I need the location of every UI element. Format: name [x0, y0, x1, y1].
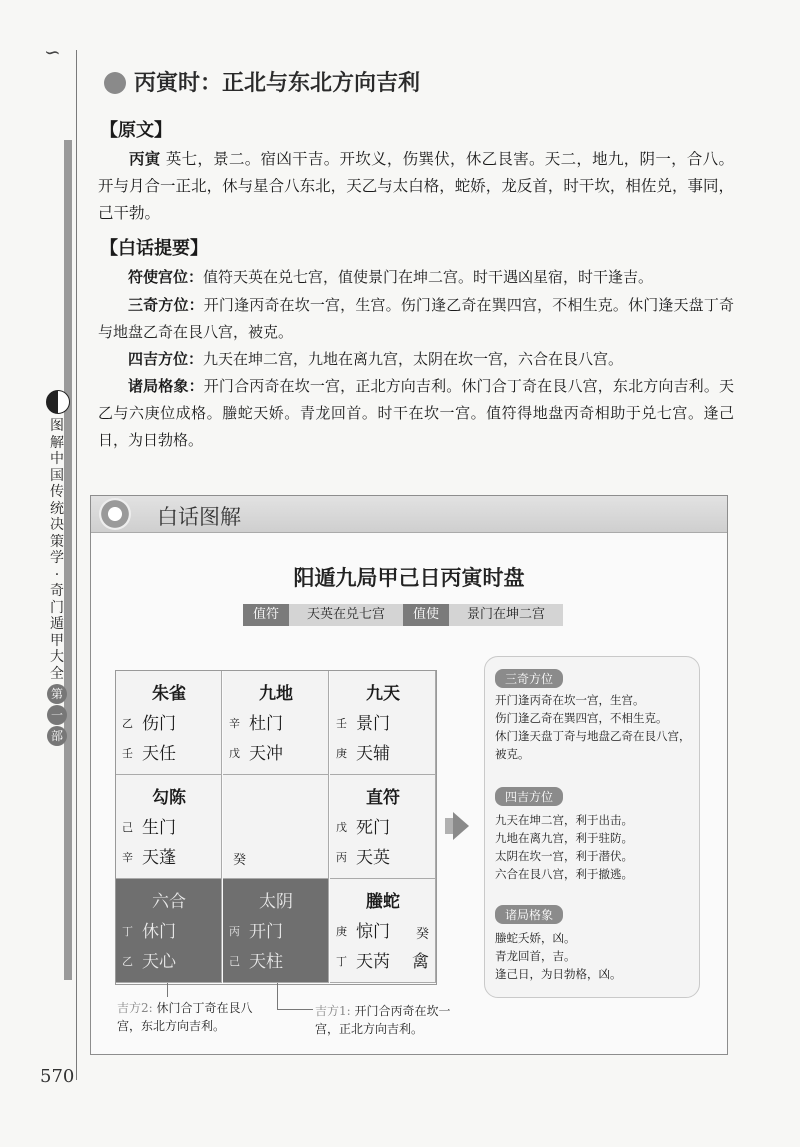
- palace-stem: 丁: [336, 955, 347, 968]
- palace-cell: [223, 879, 329, 983]
- spine-badge: 一: [47, 705, 67, 725]
- spine-char: 甲: [50, 632, 64, 649]
- palace-center-stem: 癸: [233, 853, 247, 868]
- spine-badge: 第: [47, 684, 67, 704]
- palace-stem: 丙: [336, 851, 347, 864]
- palace-door: 伤门: [142, 714, 176, 734]
- spine-char: 中: [50, 451, 64, 467]
- duty-key: 值使: [403, 604, 449, 626]
- spine-char: 全: [50, 665, 64, 682]
- palace-deity: 九天: [366, 684, 400, 704]
- original-heading: 【原文】: [100, 120, 172, 141]
- palace-row: [336, 917, 390, 942]
- callout-label: 吉方2:: [117, 1001, 153, 1015]
- palace-deity: 六合: [152, 892, 186, 912]
- palace-cell: [330, 879, 436, 983]
- panel-line: 九天在坤二宫，利于出击。: [495, 813, 633, 827]
- panel-line: 休门逢天盘丁奇与地盘乙奇在艮八宫，被克。: [495, 729, 691, 761]
- emblem-icon: [99, 498, 131, 530]
- callout-connector: [277, 1009, 313, 1010]
- palace-cell: [223, 671, 329, 775]
- callout-connector: [277, 983, 278, 1009]
- summary-item-label: 三奇方位：: [128, 296, 204, 314]
- palace-star: 天任: [142, 744, 176, 764]
- section-title: [104, 66, 420, 97]
- palace-deity: 朱雀: [152, 684, 186, 704]
- summary-panel: [484, 656, 700, 998]
- panel-text-geju: [495, 929, 693, 983]
- palace-row: [336, 709, 390, 734]
- yin-yang-icon: [46, 390, 70, 414]
- panel-line: 逢己日，为日勃格，凶。: [495, 967, 622, 981]
- summary-item: [98, 264, 734, 291]
- panel-line: 螣蛇夭娇，凶。: [495, 931, 576, 945]
- palace-star: 天柱: [249, 952, 283, 972]
- panel-text-sanqi: [495, 691, 693, 763]
- duty-key: 值符: [243, 604, 289, 626]
- palace-stem: 己: [122, 821, 133, 834]
- palace-stem: 辛: [229, 717, 240, 730]
- page-number: 570: [40, 1066, 75, 1087]
- palace-grid: [115, 670, 437, 985]
- palace-stem: 戊: [336, 821, 347, 834]
- panel-line: 九地在离九宫，利于驻防。: [495, 831, 633, 845]
- palace-row: [336, 739, 390, 764]
- summary-item-text: 开门合丙奇在坎一宫，正北方向吉利。休门合丁奇在艮八宫，东北方向吉利。天乙与六庚位成格。螣蛇天娇。青龙回首。时干在坎一宫。值符得地盘丙奇相助于兑七宫。逢己日，为日勃格。: [98, 377, 734, 449]
- callout-text: 休门合丁奇在艮八宫，东北方向吉利。: [117, 1001, 253, 1033]
- duty-value: 天英在兑七宫: [289, 604, 403, 626]
- palace-deity: 螣蛇: [366, 892, 400, 912]
- spine-char: 策: [50, 533, 64, 550]
- summary-heading: 【白话提要】: [100, 238, 208, 259]
- summary-item-text: 值符天英在兑七宫，值使景门在坤二宫。时干遇凶星宿，时干逢吉。: [203, 268, 654, 286]
- summary-item: [98, 292, 734, 346]
- palace-star: 天芮: [356, 952, 390, 972]
- callout-jifang-1: [315, 1002, 473, 1038]
- palace-row: [336, 843, 390, 868]
- panel-tag-sanqi: 三奇方位: [495, 669, 563, 688]
- summary-item-text: 开门逢丙奇在坎一宫，生宫。伤门逢乙奇在巽四宫，不相生克。休门逢天盘丁奇与地盘乙奇在艮八宫，被克。: [98, 296, 734, 341]
- palace-row: [122, 739, 176, 764]
- palace-row: [229, 709, 283, 734]
- palace-row: [336, 947, 390, 972]
- palace-row: [229, 917, 283, 942]
- palace-row: [229, 947, 283, 972]
- spine-badge: 部: [47, 726, 67, 746]
- duty-value: 景门在坤二宫: [449, 604, 563, 626]
- spine-char: 图: [50, 418, 64, 434]
- palace-deity: 直符: [366, 788, 400, 808]
- palace-stem: 庚: [336, 747, 347, 760]
- panel-line: 伤门逢乙奇在巽四宫，不相生克。: [495, 711, 668, 725]
- palace-cell: [223, 775, 329, 879]
- palace-door: 死门: [356, 818, 390, 838]
- spine-char: 大: [50, 649, 64, 665]
- original-body: 英七，景二。宿凶干吉。开坎义，伤巽伏，休乙艮害。天二，地九，阴一，合八。开与月合一正北，休与星合八东北，天乙与太白格，蛇娇，龙反首，时干坎，相佐兑，事同，己干勃。: [98, 150, 734, 222]
- palace-cell: [116, 671, 222, 775]
- callout-connector: [167, 983, 168, 997]
- corner-swirl-icon: ∽: [44, 40, 61, 64]
- palace-extra-star: 禽: [412, 952, 429, 972]
- cloud-ornament-icon: [104, 72, 126, 94]
- spine-char: 解: [50, 434, 64, 451]
- palace-star: 天蓬: [142, 848, 176, 868]
- palace-cell: [330, 671, 436, 775]
- summary-item-label: 四吉方位：: [128, 350, 204, 368]
- summary-item-label: 诸局格象：: [128, 377, 204, 395]
- palace-stem: 乙: [122, 717, 133, 730]
- palace-stem: 丙: [229, 925, 240, 938]
- margin-rule: [76, 50, 77, 1080]
- panel-line: 六合在艮八宫，利于撤逃。: [495, 867, 633, 881]
- palace-row: [122, 843, 176, 868]
- palace-stem: 己: [229, 955, 240, 968]
- original-lead: 丙寅: [129, 150, 161, 168]
- palace-stem: 壬: [122, 747, 133, 760]
- palace-extra-stem: 癸: [415, 927, 429, 942]
- panel-line: 青龙回首，吉。: [495, 949, 576, 963]
- palace-stem: 庚: [336, 925, 347, 938]
- spine-char: 决: [50, 517, 64, 533]
- panel-tag-siji: 四吉方位: [495, 787, 563, 806]
- palace-door: 景门: [356, 714, 390, 734]
- palace-row: [122, 947, 176, 972]
- palace-door: 休门: [142, 922, 176, 942]
- palace-row: [336, 813, 390, 838]
- chart-title: 阳遁九局甲己日丙寅时盘: [293, 566, 525, 590]
- arrow-right-icon: [453, 812, 469, 840]
- spine-char: 门: [50, 599, 64, 616]
- section-title-text: 丙寅时：正北与东北方向吉利: [134, 71, 421, 96]
- palace-cell: [330, 775, 436, 879]
- palace-row: [122, 813, 176, 838]
- palace-stem: 丁: [122, 925, 133, 938]
- callout-jifang-2: [117, 999, 273, 1035]
- palace-cell: [116, 879, 222, 983]
- spine-char: 奇: [50, 583, 64, 599]
- diagram-box: [90, 495, 728, 1055]
- summary-item-label: 符使宫位：: [128, 268, 204, 286]
- palace-stem: 乙: [122, 955, 133, 968]
- summary-item: [98, 373, 734, 454]
- palace-row: [229, 739, 283, 764]
- palace-door: 开门: [249, 922, 283, 942]
- original-text: [98, 146, 734, 227]
- diagram-header-title: 白话图解: [157, 505, 241, 529]
- palace-door: 惊门: [356, 922, 390, 942]
- palace-door: 杜门: [249, 714, 283, 734]
- palace-door: 生门: [142, 818, 176, 838]
- palace-deity: 太阴: [259, 892, 293, 912]
- panel-line: 太阴在坎一宫，利于潜伏。: [495, 849, 633, 863]
- palace-stem: 壬: [336, 717, 347, 730]
- spine-char: 学: [50, 550, 64, 566]
- palace-stem: 戊: [229, 747, 240, 760]
- spine-book-title: [45, 418, 69, 682]
- duty-bar: [243, 604, 563, 626]
- panel-text-siji: [495, 811, 693, 883]
- spine-char: ·: [54, 566, 60, 583]
- diagram-header: [91, 496, 727, 533]
- palace-stem: 辛: [122, 851, 133, 864]
- palace-star: 天心: [142, 952, 176, 972]
- summary-item-text: 九天在坤二宫，九地在离九宫，太阴在坎一宫，六合在艮八宫。: [203, 350, 624, 368]
- spine-char: 统: [50, 500, 64, 517]
- spine-char: 遁: [50, 616, 64, 632]
- palace-deity: 勾陈: [152, 788, 186, 808]
- spine-char: 传: [50, 484, 64, 500]
- palace-row: [122, 917, 176, 942]
- summary-item: [98, 346, 734, 373]
- callout-text: 开门合丙奇在坎一宫，正北方向吉利。: [315, 1004, 451, 1036]
- palace-deity: 九地: [259, 684, 293, 704]
- palace-star: 天英: [356, 848, 390, 868]
- callout-label: 吉方1:: [315, 1004, 351, 1018]
- palace-cell: [116, 775, 222, 879]
- panel-tag-geju: 诸局格象: [495, 905, 563, 924]
- palace-row: [122, 709, 176, 734]
- palace-star: 天辅: [356, 744, 390, 764]
- palace-star: 天冲: [249, 744, 283, 764]
- spine-char: 国: [50, 467, 64, 484]
- panel-line: 开门逢丙奇在坎一宫，生宫。: [495, 693, 645, 707]
